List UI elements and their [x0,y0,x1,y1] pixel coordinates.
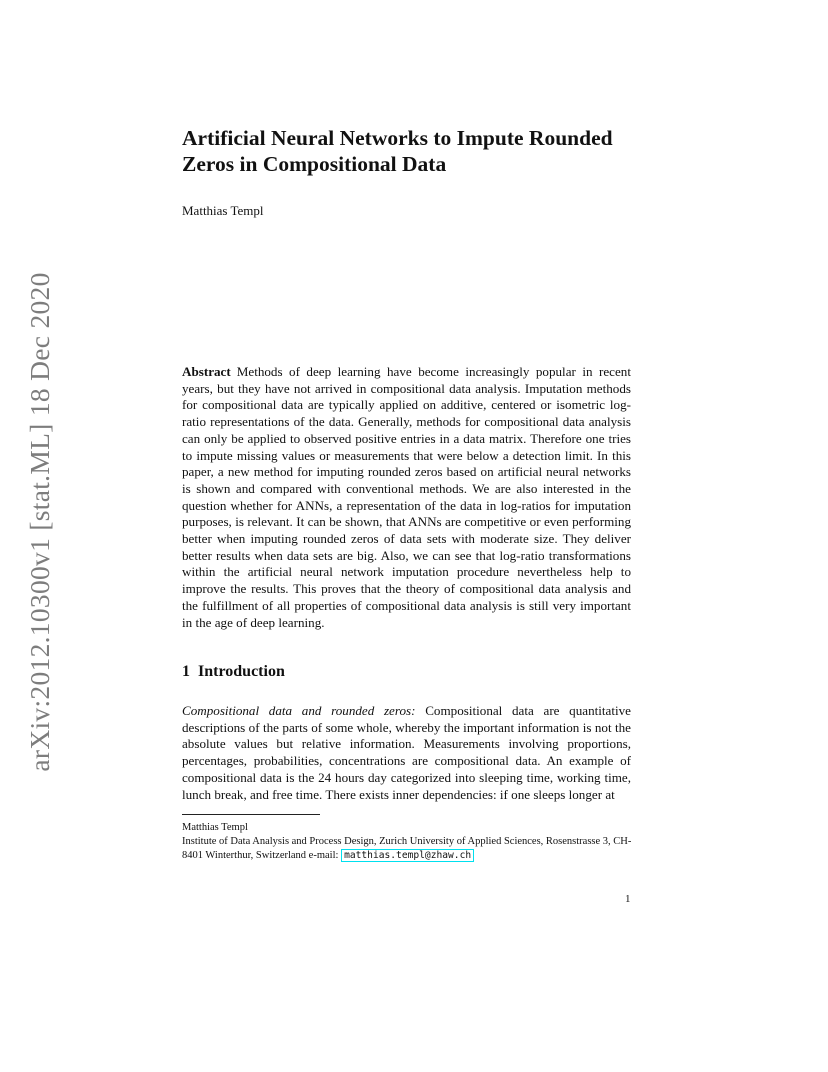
section-number: 1 [182,663,190,680]
footnote-author: Matthias Templ [182,822,248,833]
footnote-affiliation: Institute of Data Analysis and Process Design, Zurich University of Applied Sciences, Rosenstrasse 3, CH-8401 Winterthur, Switzerland e-mail: [182,836,632,861]
abstract-text: Methods of deep learning have become increasingly popular in recent years, but they have not arrived in compositional data analysis. Imputation methods for compositional data are typically applied on additive, centered or isometric log-ratio representations of the data. Generally, methods for compositional data analysis can only be applied to observed positive entries in a data matrix. Therefore one tries to impute missing values or measurements that were below a detection limit. In this paper, a new method for imputing rounded zeros based on artificial neural networks is shown and compared with conventional methods. We are also interested in the question whether for ANNs, a representation of the data in log-ratios for imputation purposes, is relevant. It can be shown, that ANNs are competitive or even performing better when imputing rounded zeros of data sets with moderate size. They deliver better results when data sets are big. Also, we can see that log-ratio transformations within the artificial neural network imputation procedure nevertheless help to improve the results. This proves that the theory of compositional data analysis and the fulfillment of all properties of compositional data analysis is still very important in the age of deep learning. [182,364,631,630]
abstract-heading: Abstract [182,364,231,379]
email-link[interactable]: matthias.templ@zhaw.ch [341,849,474,862]
intro-paragraph [182,703,631,803]
arxiv-identifier: arXiv:2012.10300v1 [stat.ML] 18 Dec 2020 [24,272,55,772]
page-number: 1 [625,893,631,905]
section-heading [182,663,285,681]
author-name: Matthias Templ [182,203,264,218]
section-title: Introduction [198,663,285,680]
abstract [182,364,631,631]
arxiv-side-stamp [18,0,62,1072]
intro-text: Compositional data are quantitative descriptions of the parts of some whole, whereby the important information is not the absolute values but relative information. Measurements involving proportions, percentages, probabilities, concentrations are compositional data. An example of compositional data is the 24 hours day categorized into sleeping time, working time, lunch break, and free time. There exists inner dependencies: if one sleeps longer at [182,703,631,802]
intro-lead: Compositional data and rounded zeros: [182,703,416,718]
footnote [182,821,633,863]
footnote-rule [182,814,320,815]
paper-title: Artificial Neural Networks to Impute Rounded Zeros in Compositional Data [182,126,613,176]
